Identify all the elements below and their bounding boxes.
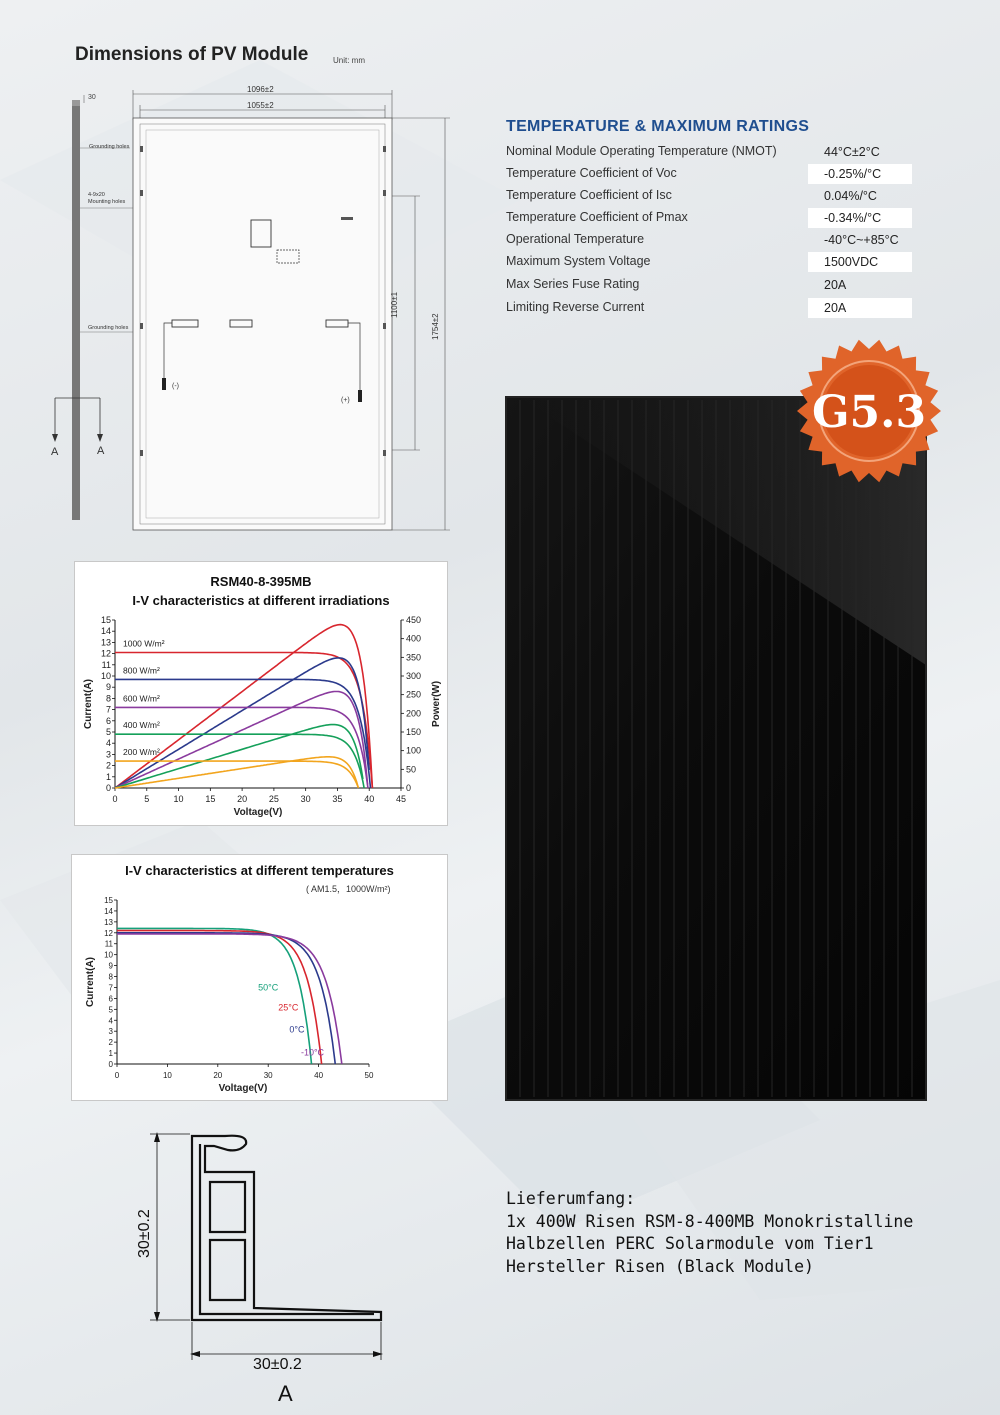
section-a-right-label: A [97,445,105,457]
y2-tick-label: 350 [406,652,422,663]
y-tick-label: 7 [105,704,111,715]
x-tick-label: 40 [314,1071,324,1080]
profile-width-label: 30±0.2 [253,1356,302,1373]
x-tick-label: 0 [114,1071,120,1080]
y2-tick-label: 450 [406,615,422,625]
rating-label: Temperature Coefficient of Isc [506,188,672,202]
ratings-title: TEMPERATURE & MAXIMUM RATINGS [506,118,810,135]
rating-label: Nominal Module Operating Temperature (NMOT) [506,144,777,158]
unit-label: Unit: mm [333,56,365,65]
chart1-title: RSM40-8-395MB [210,574,312,589]
temp-label-2: 0°C [289,1024,305,1035]
x-axis-label: Voltage(V) [218,1083,268,1094]
x-tick-label: 10 [162,1071,172,1080]
y-tick-label: 14 [104,906,113,916]
height-inner-label: 1100±1 [390,291,399,318]
y2-tick-label: 250 [406,689,422,700]
y-tick-label: 12 [104,928,113,938]
rating-label: Operational Temperature [506,232,645,246]
y-tick-label: 13 [100,637,111,648]
y2-tick-label: 100 [406,745,422,756]
y2-tick-label: 200 [406,708,422,719]
width-inner-label: 1055±2 [247,101,274,110]
badge-text: G5.3 [811,387,927,438]
height-outer-label: 1754±2 [431,313,440,340]
rating-value: -40°C~+85°C [824,233,899,247]
series-label-0: 1000 W/m² [123,638,165,649]
y-tick-label: 13 [104,917,113,927]
chart2-title: I-V characteristics at different temperatures [125,863,394,878]
y-tick-label: 0 [105,783,111,793]
y-tick-label: 8 [105,693,111,704]
delivery-line: 1x 400W Risen RSM-8-400MB Monokristalline [506,1211,914,1231]
y-tick-label: 15 [104,896,113,905]
x-tick-label: 30 [263,1071,273,1080]
delivery-text [506,1188,913,1278]
y-tick-label: 6 [105,715,111,726]
y-axis-label: Current(A) [85,957,96,1007]
x-tick-label: 5 [144,794,150,804]
x-tick-label: 15 [205,794,216,804]
rating-label: Temperature Coefficient of Voc [506,166,677,180]
y2-axis-label: Power(W) [431,680,442,728]
dimensions-title: Dimensions of PV Module [75,44,309,65]
rating-value: 0.04%/°C [824,189,877,203]
width-outer-label: 1096±2 [247,85,274,94]
y2-tick-label: 0 [406,783,412,793]
plus-terminal-label: (+) [341,397,350,404]
y-tick-label: 1 [105,771,111,782]
rating-label: Temperature Coefficient of Pmax [506,210,688,224]
x-tick-label: 0 [112,794,118,804]
series-label-4: 200 W/m² [123,747,160,758]
series-label-2: 600 W/m² [123,693,160,704]
grounding-holes-bottom-label: Grounding holes [88,325,129,331]
y-tick-label: 5 [105,727,111,737]
x-tick-label: 30 [300,794,311,804]
rating-value: 20A [824,278,847,292]
x-tick-label: 35 [332,794,343,804]
profile-section-label: A [278,1381,293,1406]
x-tick-label: 50 [364,1071,374,1080]
temp-label-0: 50°C [258,982,279,993]
x-tick-label: 20 [237,794,248,804]
delivery-line: Hersteller Risen (Black Module) [506,1256,814,1276]
mounting-holes-label: Mounting holes [88,199,126,205]
y-tick-label: 0 [108,1060,113,1069]
y-tick-label: 11 [101,659,111,670]
y2-tick-label: 150 [406,727,422,737]
grounding-holes-top-label: Grounding holes [89,144,130,150]
rating-value: 20A [808,298,912,318]
y-tick-label: 5 [108,1005,113,1015]
y-tick-label: 12 [100,648,111,659]
rating-value: -0.25%/°C [808,164,912,184]
frame-width-label: 30 [88,94,96,101]
x-axis-label: Voltage(V) [233,807,283,818]
y-tick-label: 2 [105,760,111,771]
y2-tick-label: 300 [406,671,422,681]
minus-terminal-label: (-) [172,383,179,390]
series-label-1: 800 W/m² [123,665,160,676]
y-tick-label: 10 [100,671,111,681]
x-tick-label: 20 [213,1071,223,1080]
rating-label: Maximum System Voltage [506,254,651,268]
profile-height-label: 30±0.2 [136,1209,153,1258]
series-label-3: 400 W/m² [123,720,160,731]
y-tick-label: 7 [108,983,113,993]
y-tick-label: 8 [108,972,113,982]
temp-label-3: -10°C [300,1047,325,1058]
y-tick-label: 6 [108,994,113,1004]
mounting-holes-size-label: 4-9x20 [88,192,105,198]
rating-value: 44°C±2°C [824,145,880,159]
y-tick-label: 2 [108,1038,113,1048]
y2-tick-label: 50 [406,764,417,775]
x-tick-label: 10 [173,794,184,804]
x-tick-label: 40 [364,794,375,804]
rating-label: Max Series Fuse Rating [506,277,640,291]
y-tick-label: 1 [108,1049,113,1059]
section-a-left-label: A [51,446,59,458]
y-tick-label: 4 [108,1016,113,1026]
y-tick-label: 10 [104,950,113,960]
delivery-line: Lieferumfang: [506,1189,636,1208]
x-tick-label: 45 [395,794,407,804]
rating-value: 1500VDC [808,252,912,272]
y2-tick-label: 400 [406,633,422,644]
temp-label-1: 25°C [278,1002,299,1013]
y-tick-label: 9 [108,961,113,971]
rating-label: Limiting Reverse Current [506,300,645,314]
y-axis-label: Current(A) [83,679,94,729]
y-tick-label: 3 [108,1027,113,1037]
chart1-subtitle: I-V characteristics at different irradiations [132,593,390,608]
rating-value: -0.34%/°C [808,208,912,228]
y-tick-label: 3 [105,749,111,760]
y-tick-label: 14 [100,626,111,637]
y-tick-label: 9 [105,682,111,693]
delivery-line: Halbzellen PERC Solarmodule vom Tier1 [506,1234,874,1253]
y-tick-label: 4 [105,738,111,749]
y-tick-label: 15 [100,615,111,625]
y-tick-label: 11 [104,939,113,949]
x-tick-label: 25 [268,794,279,804]
chart2-subtitle: ( AM1.5，1000W/m²) [306,884,391,894]
